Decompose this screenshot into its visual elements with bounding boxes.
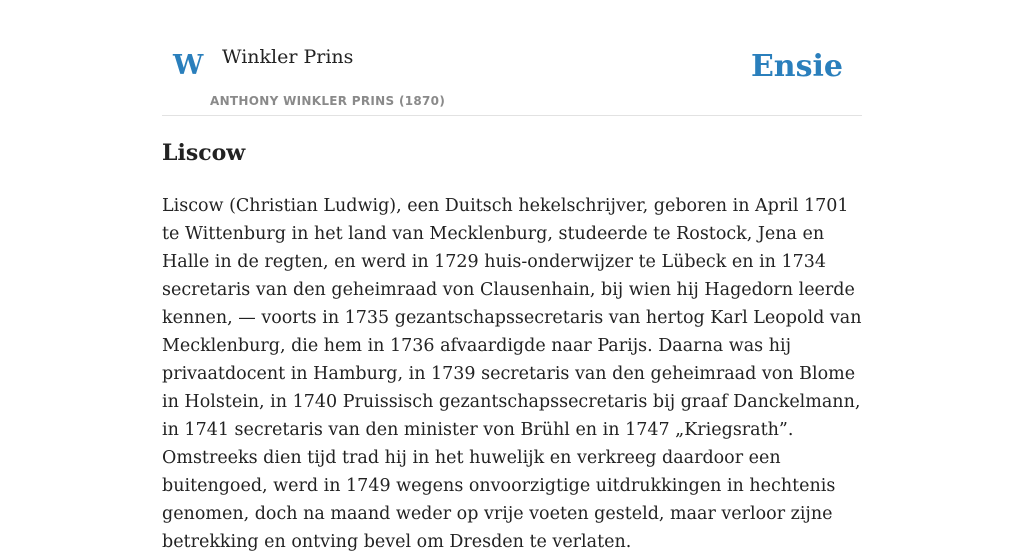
source-title[interactable]: Winkler Prins (222, 46, 354, 68)
source-header (162, 0, 862, 116)
article-title: Liscow (162, 140, 246, 166)
article-body: Liscow (Christian Ludwig), een Duitsch hekelschrijver, geboren in April 1701 te Wittenburg in het land van Mecklenburg, studeerde te Rostock, Jena en Halle in de regten, en werd in 1729 huis-onderwijzer te Lübeck en in 1734 secretaris van den geheimraad von Clausenhain, bij wien hij Hagedorn leerde kennen, — voorts in 1735 gezantschapssecretaris van hertog Karl Leopold van Mecklenburg, die hem in 1736 afvaardigde naar Parijs. Daarna was hij privaatdocent in Hamburg, in 1739 secretaris van den geheimraad von Blome in Holstein, in 1740 Pruissisch gezantschapssecretaris bij graaf Danckelmann, in 1741 secretaris van den minister von Brühl en in 1747 „Kriegsrath”. Omstreeks dien tijd trad hij in het huwelijk en verkreeg daardoor een buitengoed, werd in 1749 wegens onvoorzigtige uitdrukkingen in hechtenis genomen, doch na maand weder op vrije voeten gesteld, maar verloor zijne betrekking en ontving bevel om Dresden te verlaten. (162, 196, 862, 552)
page-content (162, 0, 862, 552)
source-logo[interactable]: W (173, 50, 204, 81)
source-subtitle: ANTHONY WINKLER PRINS (1870) (210, 94, 446, 108)
brand-logo[interactable]: Ensie (750, 49, 843, 84)
